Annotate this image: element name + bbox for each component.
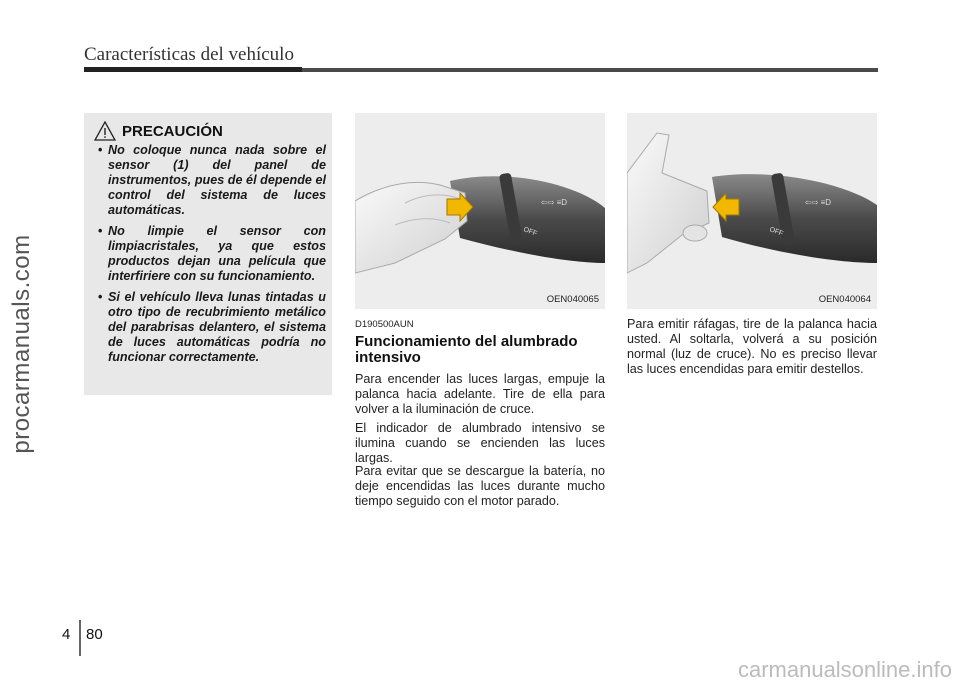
body-paragraph: Para encender las luces largas, empuje la palanca hacia adelante. Tire de ella para volver a la iluminación de cruce. <box>355 372 605 416</box>
body-paragraph-right: Para emitir ráfagas, tire de la palanca hacia usted. Al soltarla, volverá a su posición normal (luz de cruce). No es preciso llevar las luces encendidas para emitir destellos. <box>627 317 877 376</box>
chapter-number: 4 <box>62 626 71 643</box>
body-paragraph: Para evitar que se descargue la batería, no deje encendidas las luces durante mucho tiempo seguido con el motor parado. <box>355 464 605 508</box>
lever-off-label: OFF <box>522 226 538 238</box>
figure-pull-lever <box>627 113 877 309</box>
lever-push-illustration <box>355 113 605 309</box>
figure-code: OEN040065 <box>546 294 599 305</box>
side-watermark: procarmanuals.com <box>8 234 35 454</box>
body-paragraph: El indicador de alumbrado intensivo se ilumina cuando se encienden las luces largas. <box>355 421 605 465</box>
section-title: Funcionamiento del alumbrado intensivo <box>355 333 578 366</box>
warning-triangle-icon <box>94 121 116 141</box>
caution-item: • No coloque nunca nada sobre el sensor (1) del panel de instrumentos, pues de él depende el control del sistema de luces automáticas. <box>94 143 326 218</box>
header-rule-accent <box>84 67 302 72</box>
section-code: D190500AUN <box>355 319 414 330</box>
figure-code: OEN040064 <box>818 294 871 305</box>
caution-item: • Si el vehículo lleva lunas tintadas u otro tipo de recubrimiento metálico del parabrisas delantero, el sistema de luces automáticas podría no funcionar correctamente. <box>94 290 326 365</box>
bottom-watermark: carmanualsonline.info <box>737 657 952 682</box>
page-number: 80 <box>86 626 103 643</box>
caution-list <box>94 143 326 371</box>
svg-text:⇦⇨ ≡D: ⇦⇨ ≡D <box>805 198 832 207</box>
lever-pull-illustration <box>627 113 877 309</box>
caution-header <box>94 121 223 141</box>
lever-off-label: OFF <box>768 226 784 238</box>
svg-text:⇦⇨ ≡D: ⇦⇨ ≡D <box>541 198 568 207</box>
caution-box <box>84 113 332 395</box>
caution-item: • No limpie el sensor con limpiacristales, ya que estos productos dejan una película que interfiriere con su funcionamiento. <box>94 224 326 284</box>
page-header-title: Características del vehículo <box>84 44 294 65</box>
figure-push-lever <box>355 113 605 309</box>
page-number-separator <box>79 620 81 656</box>
caution-title: PRECAUCIÓN <box>122 122 223 140</box>
